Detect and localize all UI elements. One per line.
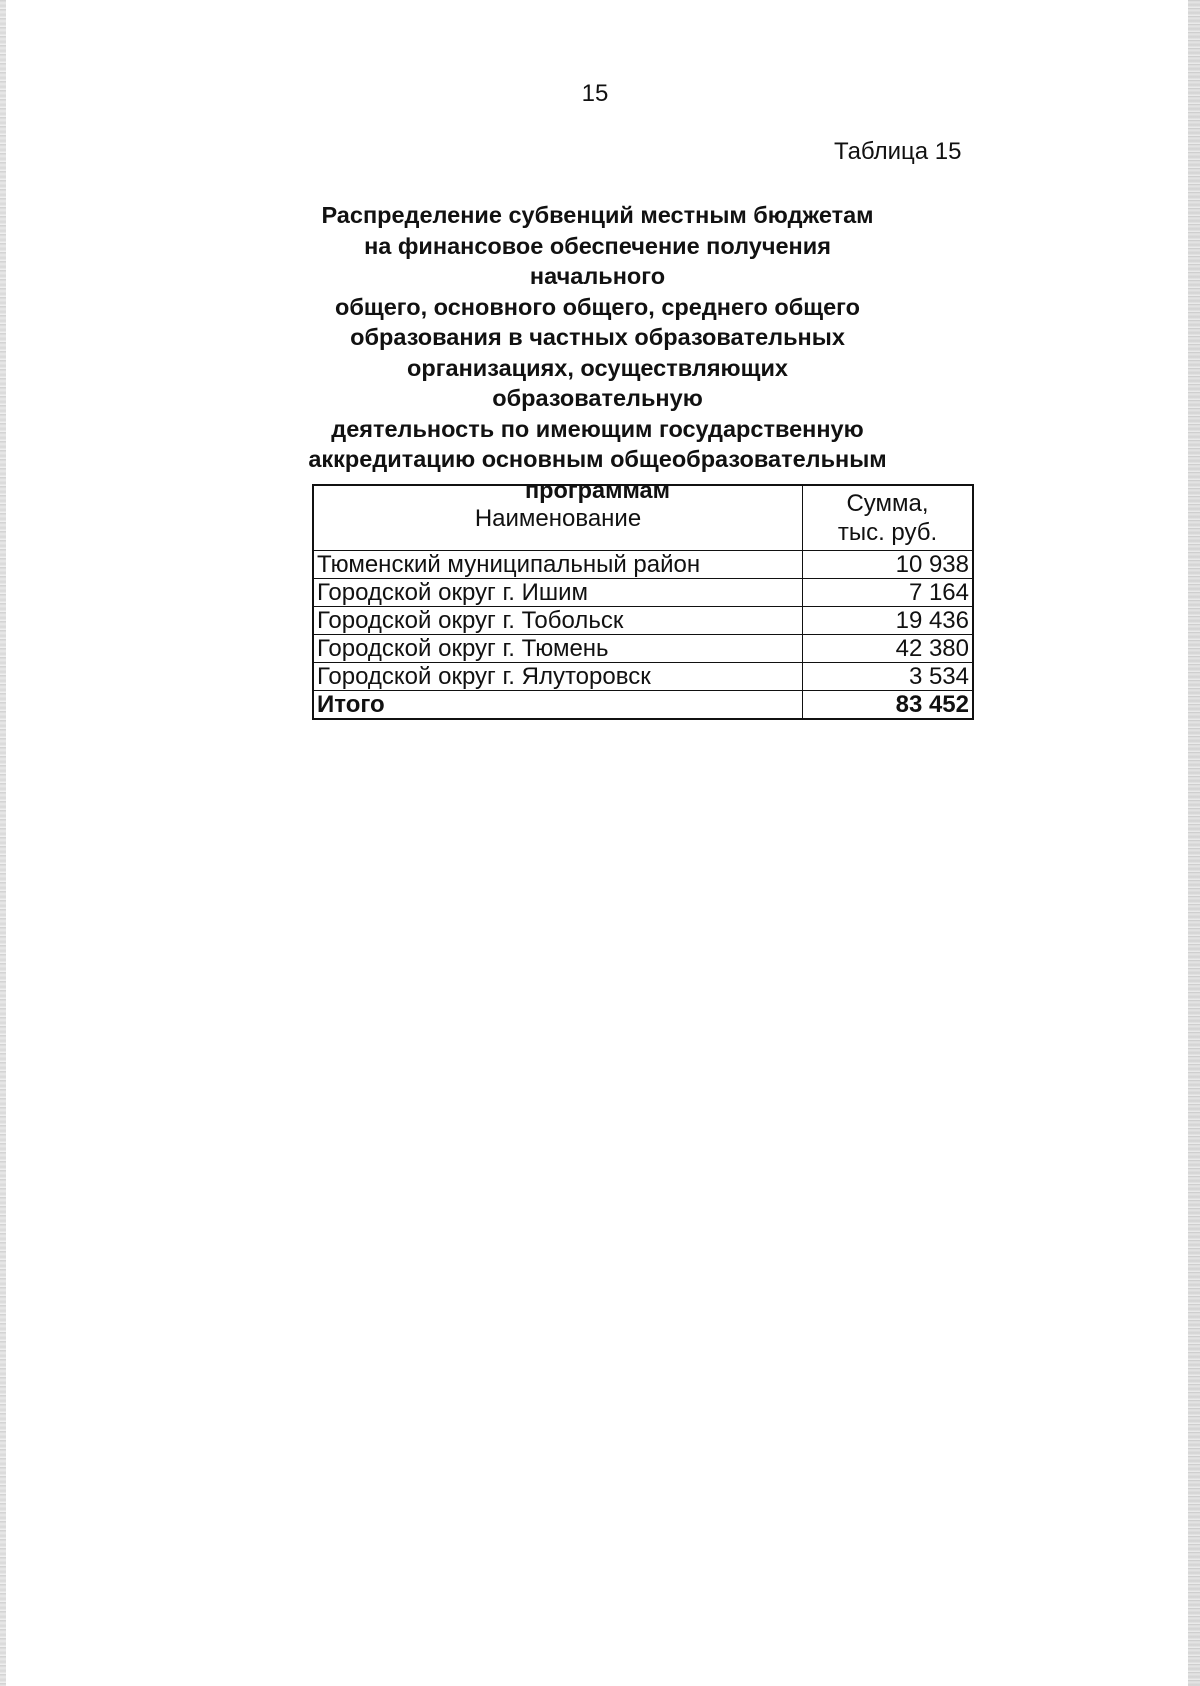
scan-edge-right — [1188, 0, 1200, 1686]
subvention-table — [312, 484, 974, 720]
header-name: Наименование — [313, 485, 803, 551]
header-sum: Сумма, тыс. руб. — [803, 485, 974, 551]
row-name: Городской округ г. Ялуторовск — [313, 663, 803, 691]
row-name: Городской округ г. Тобольск — [313, 607, 803, 635]
table-header-row — [313, 485, 973, 551]
table-row — [313, 579, 973, 607]
row-name: Городской округ г. Ишим — [313, 579, 803, 607]
scan-edge-left — [0, 0, 6, 1686]
total-row — [313, 691, 973, 720]
row-sum: 10 938 — [803, 551, 974, 579]
total-sum: 83 452 — [803, 691, 974, 720]
row-sum: 7 164 — [803, 579, 974, 607]
row-sum: 3 534 — [803, 663, 974, 691]
table-row — [313, 607, 973, 635]
document-title: Распределение субвенций местным бюджетам на финансовое обеспечение получения начального общего, основного общего, среднего общего образования в частных образовательных организациях, осуществляющих образовательную деятельность по имеющим государственную аккредитацию основным общеобразовательным программам — [308, 202, 887, 503]
total-label: Итого — [313, 691, 803, 720]
table-row — [313, 551, 973, 579]
row-sum: 19 436 — [803, 607, 974, 635]
row-name: Тюменский муниципальный район — [313, 551, 803, 579]
row-sum: 42 380 — [803, 635, 974, 663]
page-number: 15 — [581, 80, 609, 107]
table-label: Таблица 15 — [834, 138, 962, 165]
row-name: Городской округ г. Тюмень — [313, 635, 803, 663]
table-row — [313, 663, 973, 691]
table-row — [313, 635, 973, 663]
